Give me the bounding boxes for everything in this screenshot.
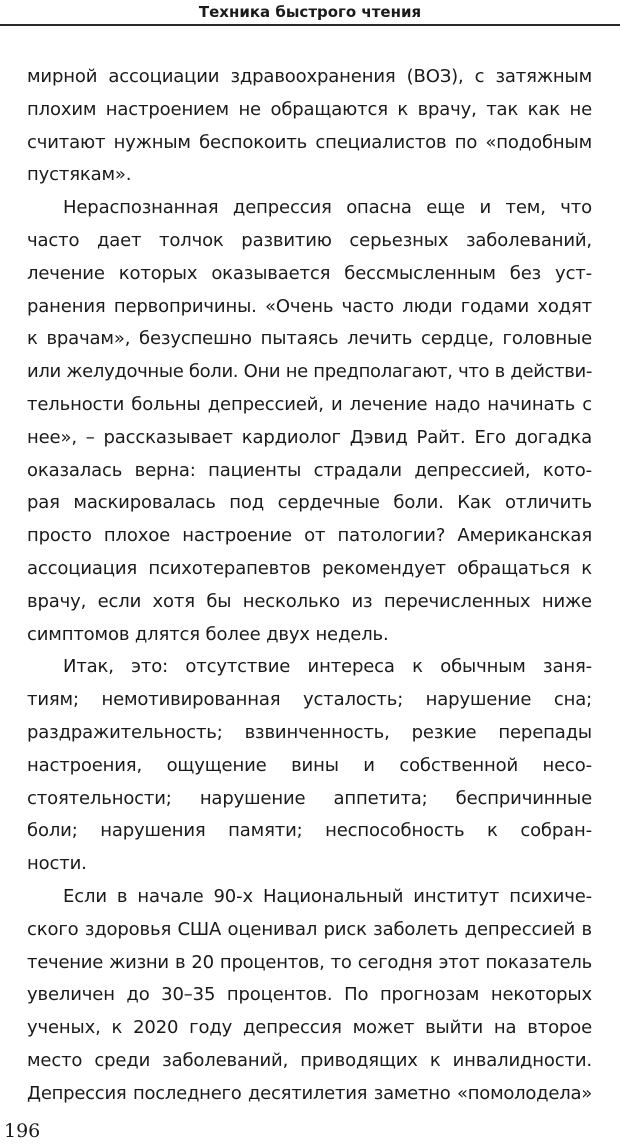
running-title: Техника быстрого чтения <box>198 3 422 21</box>
text-line: рая маскировалась под сердечные боли. Как отличить <box>27 492 592 514</box>
text-line: раздражительность; взвинченность, резкие перепады <box>27 721 592 743</box>
text-line: Если в начале 90-х Национальный институт психиче- <box>63 885 592 907</box>
text-line: Нераспознанная депрессия опасна еще и тем, что <box>63 197 592 219</box>
text-line: к врачам», безуспешно пытаясь лечить сердце, головные <box>27 328 592 350</box>
text-line: часто дает толчок развитию серьезных заболеваний, <box>27 229 592 251</box>
text-line: ского здоровья США оценивал риск заболеть депрессией в <box>27 918 592 940</box>
text-line: увеличен до 30–35 процентов. По прогнозам некоторых <box>27 984 592 1006</box>
text-line: мирной ассоциации здравоохранения (ВОЗ), с затяжным <box>27 66 592 87</box>
text-line: ассоциация психотерапевтов рекомендует обращаться к <box>27 557 592 579</box>
text-line: Депрессия последнего десятилетия заметно «помолодела» <box>27 1082 592 1104</box>
running-header <box>0 0 620 26</box>
text-line: стоятельности; нарушение аппетита; беспричинные <box>27 787 592 809</box>
text-line: боли; нарушения памяти; неспособность к собран- <box>27 820 592 842</box>
text-line: ученых, к 2020 году депрессия может выйти на второе <box>27 1017 592 1039</box>
page-number: 196 <box>4 1120 41 1142</box>
text-line: тиям; немотивированная усталость; нарушение сна; <box>27 689 592 711</box>
text-line: или желудочные боли. Они не предполагают, что в действи- <box>27 361 592 383</box>
text-line: оказалась верна: пациенты страдали депрессией, кото- <box>27 459 592 481</box>
text-line: нее», – рассказывает кардиолог Дэвид Райт. Его догадка <box>27 426 592 448</box>
text-line: лечение которых оказывается бессмысленным без уст- <box>27 262 592 284</box>
text-line: место среди заболеваний, приводящих к инвалидности. <box>27 1049 592 1071</box>
text-line: плохим настроением не обращаются к врачу, так как не <box>27 98 592 120</box>
text-line: Итак, это: отсутствие интереса к обычным заня- <box>63 656 592 678</box>
text-line: тельности больны депрессией, и лечение надо начинать с <box>27 393 592 415</box>
text-line: пустякам». <box>27 164 132 186</box>
text-line: врачу, если хотя бы несколько из перечисленных ниже <box>27 590 592 612</box>
text-line: просто плохое настроение от патологии? Американская <box>27 525 592 547</box>
body-text <box>27 61 592 1111</box>
text-line: течение жизни в 20 процентов, то сегодня этот показатель <box>27 951 592 973</box>
header-rule <box>0 24 620 26</box>
text-line: симптомов длятся более двух недель. <box>27 623 389 645</box>
text-line: настроения, ощущение вины и собственной несо- <box>27 754 592 776</box>
text-line: ранения первопричины. «Очень часто люди годами ходят <box>27 295 592 317</box>
text-line: считают нужным беспокоить специалистов по «подобным <box>27 131 592 153</box>
text-line: ности. <box>27 853 87 875</box>
